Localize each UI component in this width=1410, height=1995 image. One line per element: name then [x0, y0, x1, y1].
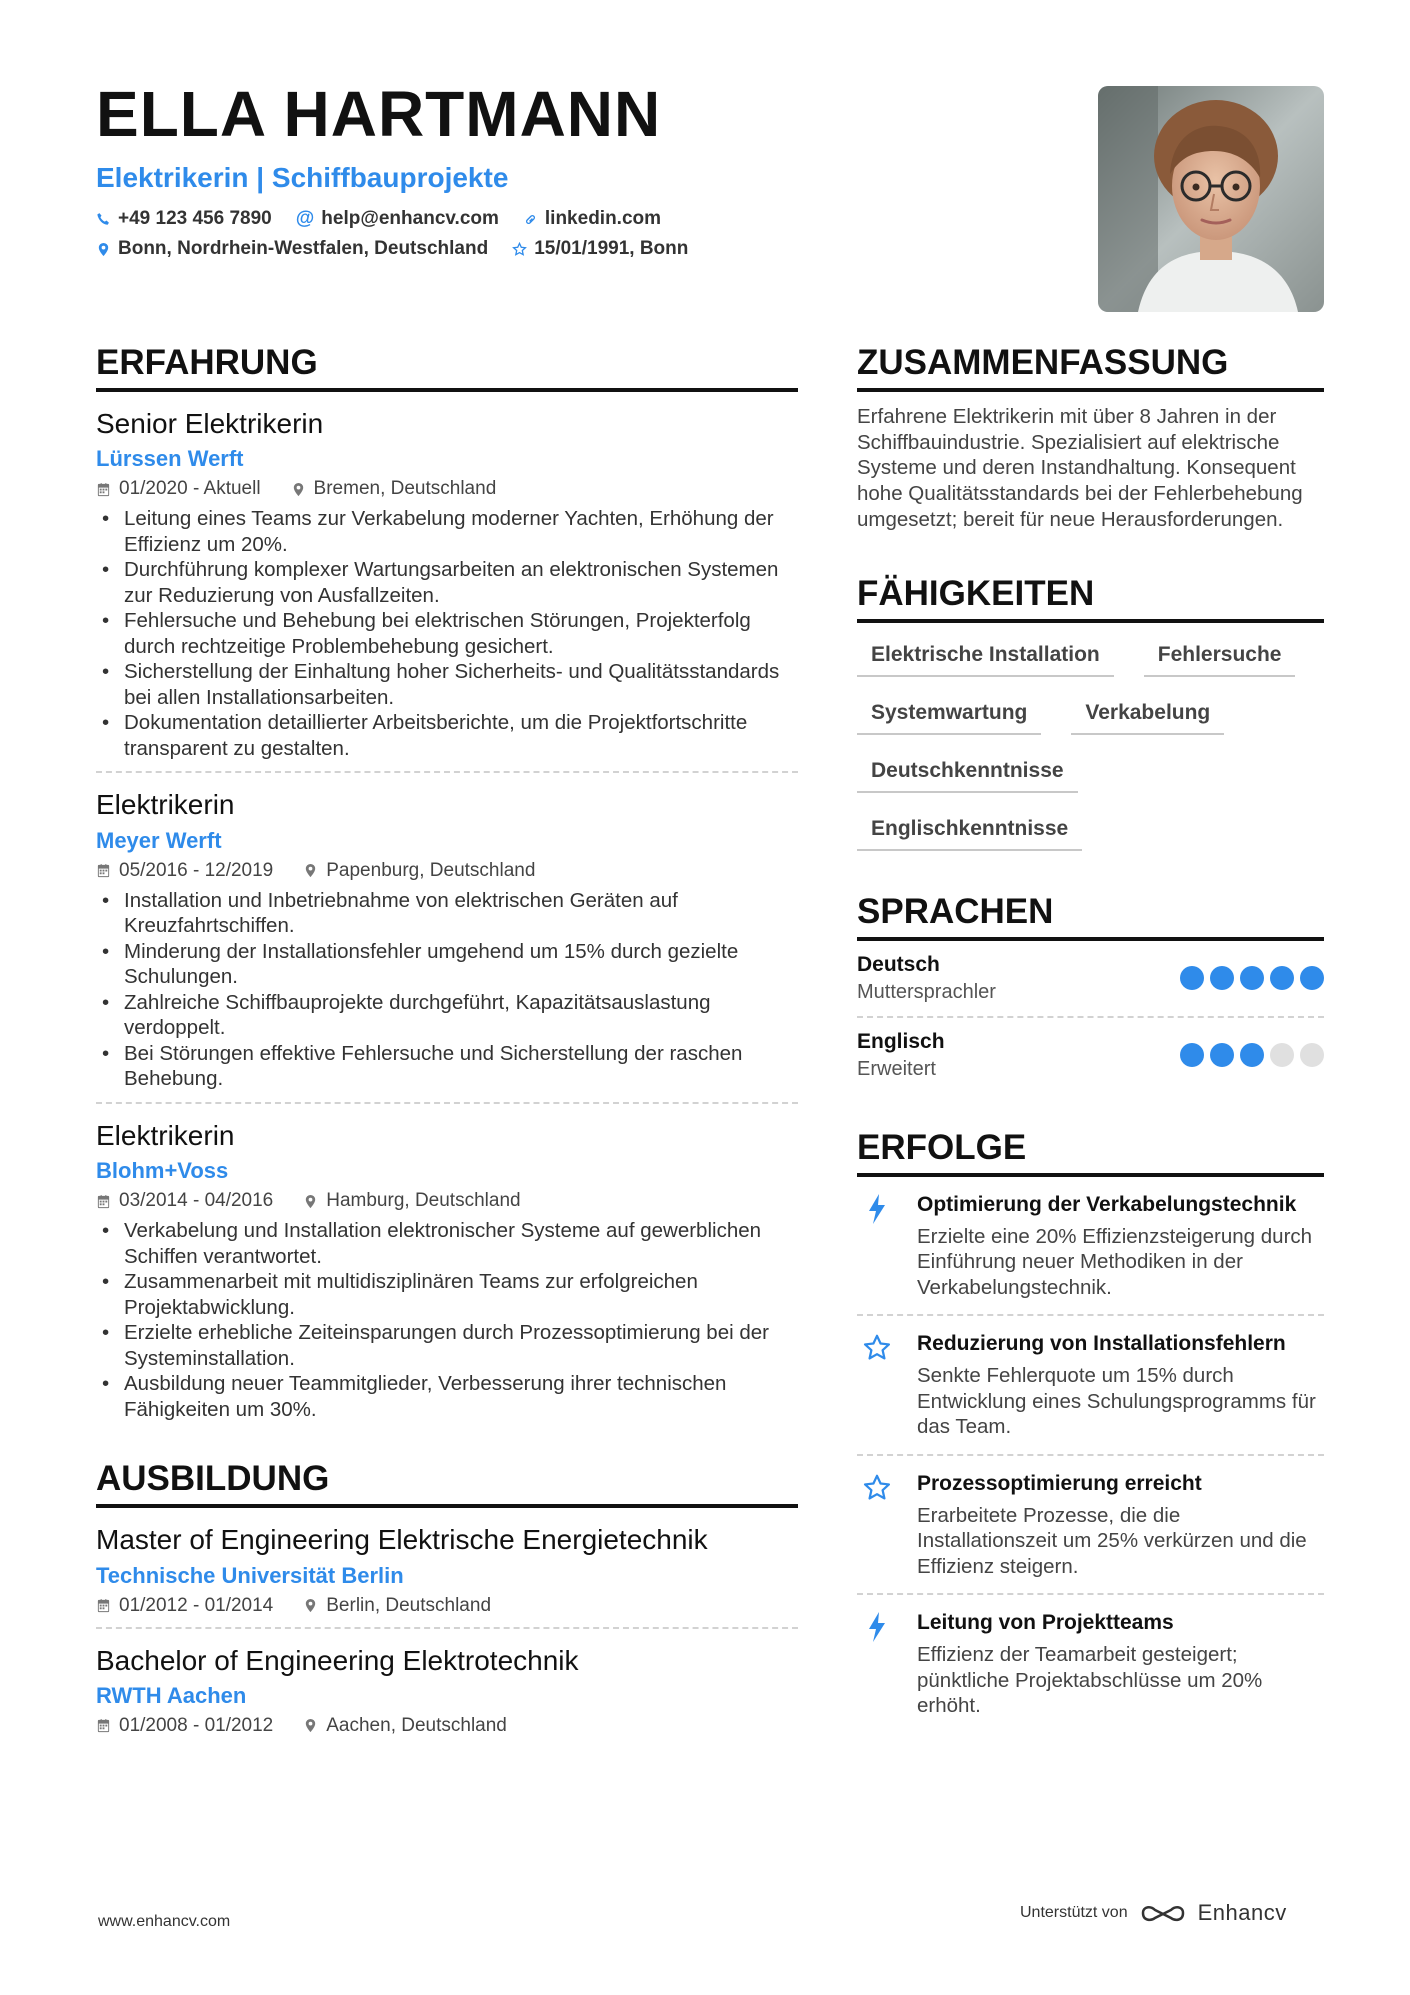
- entry-location-text: Papenburg, Deutschland: [326, 859, 536, 881]
- enhancv-brand-text: Enhancv: [1197, 1900, 1287, 1925]
- right-column: [857, 342, 1324, 1733]
- experience-list: [96, 392, 798, 1432]
- entry-location-text: Hamburg, Deutschland: [326, 1190, 521, 1212]
- rating-dot: [1210, 1043, 1234, 1067]
- email-text: help@enhancv.com: [321, 208, 499, 229]
- job-bullet: • Dokumentation detaillierter Arbeitsberichte, um die Projektfortschritte transparent zu gestalten.: [96, 710, 798, 761]
- job-bullet: • Leitung eines Teams zur Verkabelung moderner Yachten, Erhöhung der Effizienz um 20%.: [96, 506, 798, 557]
- achievement-item: [857, 1454, 1324, 1594]
- job-bullet: • Fehlersuche und Behebung bei elektrischen Störungen, Projekterfolg durch rechtzeitige Problembehebung gesichert.: [96, 608, 798, 659]
- entry-meta: [96, 1715, 798, 1737]
- entry-location-text: Berlin, Deutschland: [326, 1594, 492, 1616]
- lightning-icon: [862, 1611, 892, 1643]
- calendar-icon: [96, 482, 111, 497]
- entry-location-text: Aachen, Deutschland: [326, 1714, 507, 1736]
- lightning-icon: [862, 1193, 892, 1225]
- at-icon: @: [295, 208, 315, 229]
- portrait-illustration: [1098, 86, 1324, 312]
- education-list: [96, 1508, 798, 1747]
- skills-section-title: FÄHIGKEITEN: [857, 573, 1324, 623]
- language-row: [857, 941, 1324, 1016]
- job-title: Elektrikerin: [96, 1119, 235, 1151]
- education-section-title: AUSBILDUNG: [96, 1458, 798, 1508]
- candidate-name: ELLA HARTMANN: [96, 78, 662, 150]
- entry-dates-text: 01/2008 - 01/2012: [119, 1714, 274, 1736]
- rating-dot: [1240, 966, 1264, 990]
- job-bullets: [96, 888, 798, 1092]
- achievement-title: Optimierung der Verkabelungstechnik: [917, 1192, 1297, 1216]
- job-bullets: [96, 506, 798, 761]
- linkedin-text: linkedin.com: [544, 208, 662, 229]
- language-level: Erweitert: [857, 1057, 936, 1080]
- school-name[interactable]: Technische Universität Berlin: [96, 1562, 404, 1588]
- skill-tag: Systemwartung: [857, 695, 1041, 735]
- contact-phone[interactable]: [96, 208, 272, 230]
- contact-birth: [512, 238, 688, 260]
- contact-location: [96, 238, 488, 260]
- entry-location: [291, 478, 497, 500]
- calendar-icon: [96, 863, 111, 878]
- education-entry: [96, 1629, 798, 1747]
- location-pin-icon: [303, 1194, 318, 1209]
- job-bullet: • Zusammenarbeit mit multidisziplinären Teams zur erfolgreichen Projektabwicklung.: [96, 1269, 798, 1320]
- entry-dates-text: 01/2012 - 01/2014: [119, 1594, 274, 1616]
- entry-dates: [96, 478, 261, 500]
- school-name[interactable]: RWTH Aachen: [96, 1682, 247, 1708]
- star-icon: [862, 1472, 892, 1504]
- entry-meta: [96, 1595, 798, 1617]
- summary-section-title: ZUSAMMENFASSUNG: [857, 342, 1324, 392]
- education-section: [96, 1458, 798, 1747]
- language-row: [857, 1016, 1324, 1093]
- location-pin-icon: [303, 1598, 318, 1613]
- job-bullet: • Erzielte erhebliche Zeiteinsparungen durch Prozessoptimierung bei der Systeminstallation.: [96, 1320, 798, 1371]
- contact-linkedin[interactable]: [523, 208, 661, 230]
- entry-meta: [96, 1190, 798, 1212]
- job-title: Senior Elektrikerin: [96, 408, 324, 439]
- achievement-icon: [857, 1609, 897, 1719]
- experience-section-title: ERFAHRUNG: [96, 342, 798, 392]
- entry-meta: [96, 860, 798, 882]
- achievement-item: [857, 1314, 1324, 1454]
- entry-dates: [96, 1190, 273, 1212]
- entry-dates-text: 01/2020 - Aktuell: [119, 478, 261, 500]
- language-name: Deutsch: [857, 952, 940, 976]
- left-column: [96, 342, 798, 1747]
- contact-row-2: [96, 238, 1056, 260]
- rating-dot: [1180, 1043, 1204, 1067]
- powered-by-text: Unterstützt von: [1020, 1904, 1128, 1921]
- birth-text: 15/01/1991, Bonn: [534, 238, 689, 259]
- achievement-description: Erzielte eine 20% Effizienzsteigerung durch Einführung neuer Methodiken in der Verkabelungstechnik.: [917, 1224, 1313, 1299]
- entry-dates: [96, 1595, 273, 1617]
- skill-tag: Verkabelung: [1071, 695, 1224, 735]
- location-pin-icon: [303, 1718, 318, 1733]
- rating-dot: [1270, 966, 1294, 990]
- achievement-body: [917, 1609, 1324, 1719]
- location-text: Bonn, Nordrhein-Westfalen, Deutschland: [118, 238, 489, 259]
- company-name[interactable]: Meyer Werft: [96, 827, 222, 853]
- company-name[interactable]: Lürssen Werft: [96, 446, 244, 472]
- rating-dot: [1180, 966, 1204, 990]
- job-bullet: • Sicherstellung der Einhaltung hoher Sicherheits- und Qualitätsstandards bei allen Installationsarbeiten.: [96, 659, 798, 710]
- entry-location: [303, 860, 535, 882]
- achievement-body: [917, 1470, 1324, 1580]
- rating-dot: [1240, 1043, 1264, 1067]
- entry-location-text: Bremen, Deutschland: [313, 478, 497, 500]
- job-bullet: • Installation und Inbetriebnahme von elektrischen Geräten auf Kreuzfahrtschiffen.: [96, 888, 798, 939]
- enhancv-logo-icon: [1140, 1902, 1186, 1924]
- education-entry: [96, 1508, 798, 1628]
- skill-tag: Englischkenntnisse: [857, 811, 1082, 851]
- achievement-item: [857, 1593, 1324, 1733]
- skill-tag: Elektrische Installation: [857, 637, 1114, 677]
- skills-list: [857, 637, 1324, 851]
- achievement-description: Senkte Fehlerquote um 15% durch Entwicklung eines Schulungsprogramms für das Team.: [917, 1364, 1316, 1439]
- achievement-title: Prozessoptimierung erreicht: [917, 1471, 1202, 1495]
- rating-dot: [1300, 1043, 1324, 1067]
- job-title: Elektrikerin: [96, 789, 235, 821]
- languages-list: [857, 941, 1324, 1093]
- footer-powered-by: [1020, 1900, 1287, 1926]
- job-bullet: • Bei Störungen effektive Fehlersuche und Sicherstellung der raschen Behebung.: [96, 1041, 798, 1092]
- job-bullets: [96, 1218, 798, 1422]
- rating-dot: [1210, 966, 1234, 990]
- star-icon: [862, 1332, 892, 1364]
- achievement-description: Erarbeitete Prozesse, die die Installationszeit um 25% verkürzen und die Effizienz steigern.: [917, 1503, 1307, 1578]
- skill-tag: Deutschkenntnisse: [857, 753, 1078, 793]
- degree-title: Bachelor of Engineering Elektrotechnik: [96, 1644, 579, 1676]
- contact-email[interactable]: [296, 208, 499, 230]
- language-rating: [1180, 966, 1324, 990]
- entry-meta: [96, 478, 798, 500]
- entry-dates: [96, 860, 273, 882]
- achievement-title: Reduzierung von Installationsfehlern: [917, 1332, 1286, 1356]
- rating-dot: [1300, 966, 1324, 990]
- achievement-body: [917, 1330, 1324, 1440]
- job-bullet: • Minderung der Installationsfehler umgehend um 15% durch gezielte Schulungen.: [96, 939, 798, 990]
- entry-dates-text: 05/2016 - 12/2019: [119, 859, 274, 881]
- contact-row-1: [96, 208, 1056, 230]
- rating-dot: [1270, 1043, 1294, 1067]
- summary-text: Erfahrene Elektrikerin mit über 8 Jahren in der Schiffbauindustrie. Spezialisiert auf elektrische Systeme und deren Instandhaltung. Konsequent hohe Qualitätsstandards bei der Fehlerbehebung umgesetzt; bereit für neue Herausforderungen.: [857, 405, 1303, 531]
- job-bullet: • Verkabelung und Installation elektronischer Systeme auf gewerblichen Schiffen verantwortet.: [96, 1218, 798, 1269]
- entry-location: [303, 1190, 520, 1212]
- achievement-icon: [857, 1191, 897, 1301]
- link-icon: [523, 212, 538, 227]
- entry-location: [303, 1715, 507, 1737]
- profile-photo: [1098, 86, 1324, 312]
- language-info: [857, 953, 996, 1004]
- achievement-body: [917, 1191, 1324, 1301]
- degree-title: Master of Engineering Elektrische Energietechnik: [96, 1524, 708, 1556]
- language-level: Muttersprachler: [857, 980, 996, 1003]
- achievement-icon: [857, 1470, 897, 1580]
- company-name[interactable]: Blohm+Voss: [96, 1158, 229, 1184]
- job-bullet: • Durchführung komplexer Wartungsarbeiten an elektronischen Systemen zur Reduzierung von Ausfallzeiten.: [96, 557, 798, 608]
- achievement-item: [857, 1177, 1324, 1315]
- location-pin-icon: [291, 482, 306, 497]
- candidate-headline: Elektrikerin | Schiffbauprojekte: [96, 162, 509, 193]
- calendar-icon: [96, 1718, 111, 1733]
- job-bullet: • Ausbildung neuer Teammitglieder, Verbesserung ihrer technischen Fähigkeiten um 30%.: [96, 1371, 798, 1422]
- languages-section-title: SPRACHEN: [857, 891, 1324, 941]
- achievement-description: Effizienz der Teamarbeit gesteigert; pünktliche Projektabschlüsse um 20% erhöht.: [917, 1643, 1263, 1718]
- job-bullet: • Zahlreiche Schiffbauprojekte durchgeführt, Kapazitätsauslastung verdoppelt.: [96, 990, 798, 1041]
- skill-tag: Fehlersuche: [1144, 637, 1296, 677]
- footer-website[interactable]: www.enhancv.com: [98, 1913, 231, 1930]
- achievement-icon: [857, 1330, 897, 1440]
- entry-dates: [96, 1715, 273, 1737]
- experience-entry: [96, 392, 798, 773]
- achievements-list: [857, 1177, 1324, 1733]
- location-pin-icon: [96, 242, 111, 257]
- language-info: [857, 1030, 945, 1081]
- achievements-section-title: ERFOLGE: [857, 1127, 1324, 1177]
- star-outline-icon: [512, 242, 527, 257]
- resume-header: [96, 78, 1056, 260]
- phone-icon: [96, 212, 111, 227]
- entry-location: [303, 1595, 491, 1617]
- achievement-title: Leitung von Projektteams: [917, 1611, 1174, 1635]
- calendar-icon: [96, 1598, 111, 1613]
- language-name: Englisch: [857, 1029, 945, 1053]
- calendar-icon: [96, 1194, 111, 1209]
- phone-text: +49 123 456 7890: [118, 208, 272, 229]
- experience-entry: [96, 1104, 798, 1432]
- entry-dates-text: 03/2014 - 04/2016: [119, 1190, 274, 1212]
- experience-entry: [96, 773, 798, 1103]
- location-pin-icon: [303, 863, 318, 878]
- language-rating: [1180, 1043, 1324, 1067]
